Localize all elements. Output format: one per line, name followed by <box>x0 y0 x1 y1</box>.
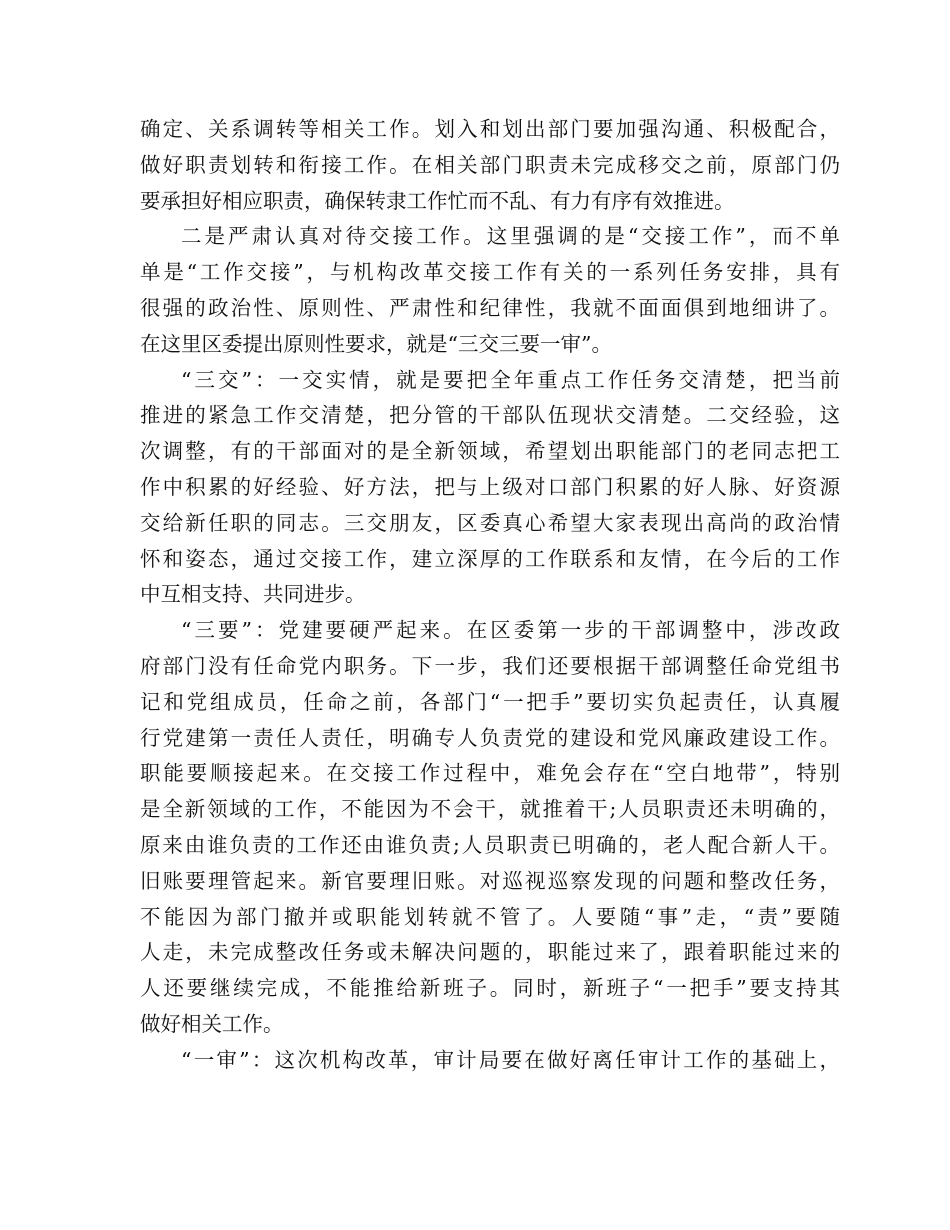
body-text <box>140 112 840 1079</box>
text-line: 原来由谁负责的工作还由谁负责;人员职责已明确的，老人配合新人干。 <box>140 832 840 857</box>
text-line: 单是“工作交接”，与机构改革交接工作有关的一系列任务安排，具有 <box>140 260 840 285</box>
text-line: 在这里区委提出原则性要求，就是“三交三要一审”。 <box>140 331 612 356</box>
text-line: 不能因为部门撤并或职能划转就不管了。人要随“事”走，“责”要随 <box>140 904 840 929</box>
text-line: 确定、关系调转等相关工作。划入和划出部门要加强沟通、积极配合， <box>140 117 840 141</box>
text-line: 要承担好相应职责，确保转隶工作忙而不乱、有力有序有效推进。 <box>140 188 735 213</box>
text-line: 做好相关工作。 <box>140 1011 284 1036</box>
text-line: 人走，未完成整改任务或未解决问题的，职能过来了，跟着职能过来的 <box>140 940 840 965</box>
text-line: 行党建第一责任人责任，明确专人负责党的建设和党风廉政建设工作。 <box>140 725 840 750</box>
text-line: 作中积累的好经验、好方法，把与上级对口部门积累的好人脉、好资源 <box>140 474 840 499</box>
text-line: 次调整，有的干部面对的是全新领域，希望划出职能部门的老同志把工 <box>140 439 840 464</box>
text-line: 中互相支持、共同进步。 <box>140 582 366 607</box>
text-line: 府部门没有任命党内职务。下一步，我们还要根据干部调整任命党组书 <box>140 653 840 678</box>
text-line: 旧账要理管起来。新官要理旧账。对巡视巡察发现的问题和整改任务， <box>140 868 840 893</box>
text-line: 推进的紧急工作交清楚，把分管的干部队伍现状交清楚。二交经验，这 <box>140 403 840 428</box>
text-line: “一审”：这次机构改革，审计局要在做好离任审计工作的基础上， <box>181 1047 840 1072</box>
text-line: 交给新任职的同志。三交朋友，区委真心希望大家表现出高尚的政治情 <box>140 510 840 535</box>
text-line: “三要”：党建要硬严起来。在区委第一步的干部调整中，涉改政 <box>181 618 840 643</box>
text-line: 人还要继续完成，不能推给新班子。同时，新班子“一把手”要支持其 <box>140 976 840 1001</box>
text-line: “三交”：一交实情，就是要把全年重点工作任务交清楚，把当前 <box>181 367 840 392</box>
text-line: 很强的政治性、原则性、严肃性和纪律性，我就不面面俱到地细讲了。 <box>140 295 840 320</box>
text-line: 职能要顺接起来。在交接工作过程中，难免会存在“空白地带”，特别 <box>140 761 840 786</box>
text-line: 二是严肃认真对待交接工作。这里强调的是“交接工作”，而不单 <box>181 224 840 249</box>
text-line: 是全新领域的工作，不能因为不会干，就推着干;人员职责还未明确的， <box>140 797 840 822</box>
text-line: 怀和姿态，通过交接工作，建立深厚的工作联系和友情，在今后的工作 <box>140 546 840 571</box>
text-line: 做好职责划转和衔接工作。在相关部门职责未完成移交之前，原部门仍 <box>140 152 840 177</box>
text-line: 记和党组成员，任命之前，各部门“一把手”要切实负起责任，认真履 <box>140 689 840 714</box>
